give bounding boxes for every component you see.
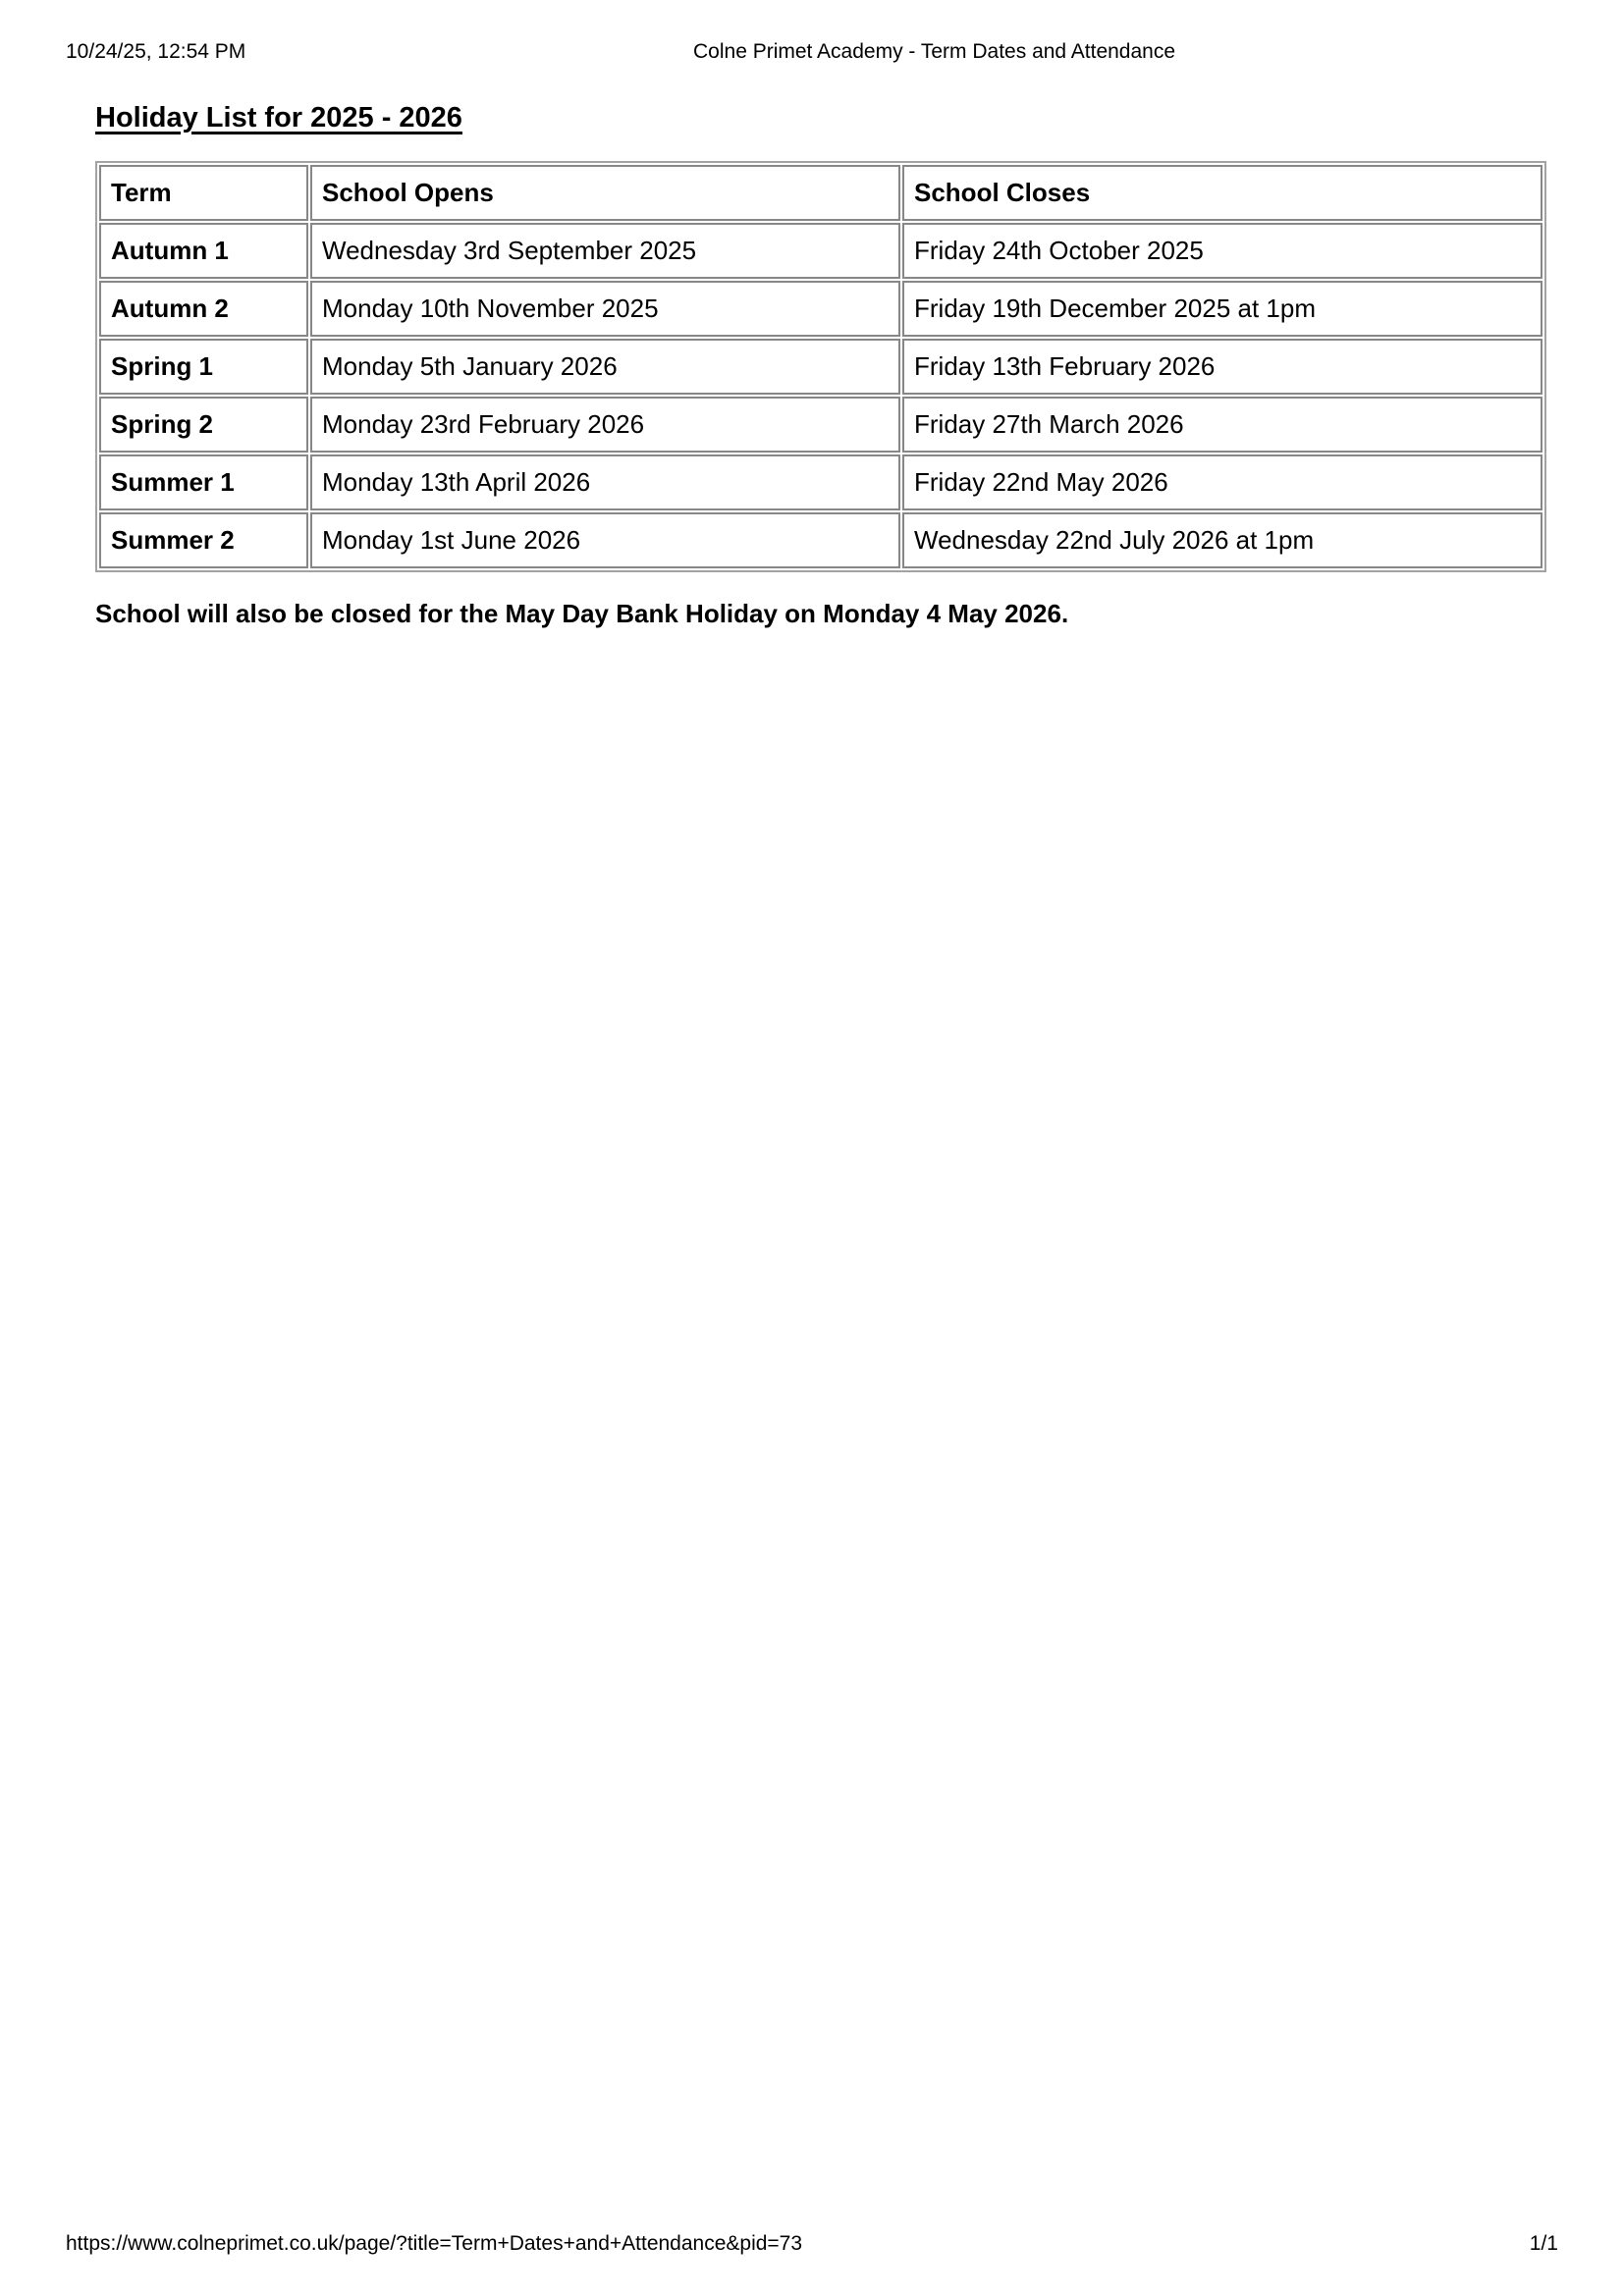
term-cell: Spring 2 [99,397,308,453]
table-header-row [99,165,1542,221]
term-cell: Summer 2 [99,512,308,568]
column-header-school-closes: School Closes [902,165,1542,221]
school-closes-cell: Friday 24th October 2025 [902,223,1542,279]
school-opens-cell: Wednesday 3rd September 2025 [310,223,900,279]
print-datetime: 10/24/25, 12:54 PM [66,40,246,63]
school-closes-cell: Friday 27th March 2026 [902,397,1542,453]
school-opens-cell: Monday 23rd February 2026 [310,397,900,453]
print-document-title: Colne Primet Academy - Term Dates and Attendance [693,40,1176,63]
column-header-term: Term [99,165,308,221]
table-row [99,281,1542,337]
print-footer [66,2231,1558,2257]
table-row [99,397,1542,453]
page-title: Holiday List for 2025 - 2026 [95,102,462,133]
print-header [66,39,1558,65]
school-opens-cell: Monday 13th April 2026 [310,454,900,510]
term-cell: Autumn 2 [99,281,308,337]
table-row [99,339,1542,395]
school-closes-cell: Friday 13th February 2026 [902,339,1542,395]
bank-holiday-note: School will also be closed for the May Day Bank Holiday on Monday 4 May 2026. [95,599,1069,628]
term-cell: Autumn 1 [99,223,308,279]
table-row [99,223,1542,279]
school-closes-cell: Friday 19th December 2025 at 1pm [902,281,1542,337]
column-header-school-opens: School Opens [310,165,900,221]
school-opens-cell: Monday 5th January 2026 [310,339,900,395]
school-closes-cell: Friday 22nd May 2026 [902,454,1542,510]
term-cell: Spring 1 [99,339,308,395]
table-row [99,512,1542,568]
school-opens-cell: Monday 10th November 2025 [310,281,900,337]
school-opens-cell: Monday 1st June 2026 [310,512,900,568]
table-row [99,454,1542,510]
school-closes-cell: Wednesday 22nd July 2026 at 1pm [902,512,1542,568]
footer-url: https://www.colneprimet.co.uk/page/?title=Term+Dates+and+Attendance&pid=73 [66,2232,803,2255]
term-cell: Summer 1 [99,454,308,510]
footer-page-number: 1/1 [1529,2232,1558,2255]
term-dates-table [95,161,1546,572]
